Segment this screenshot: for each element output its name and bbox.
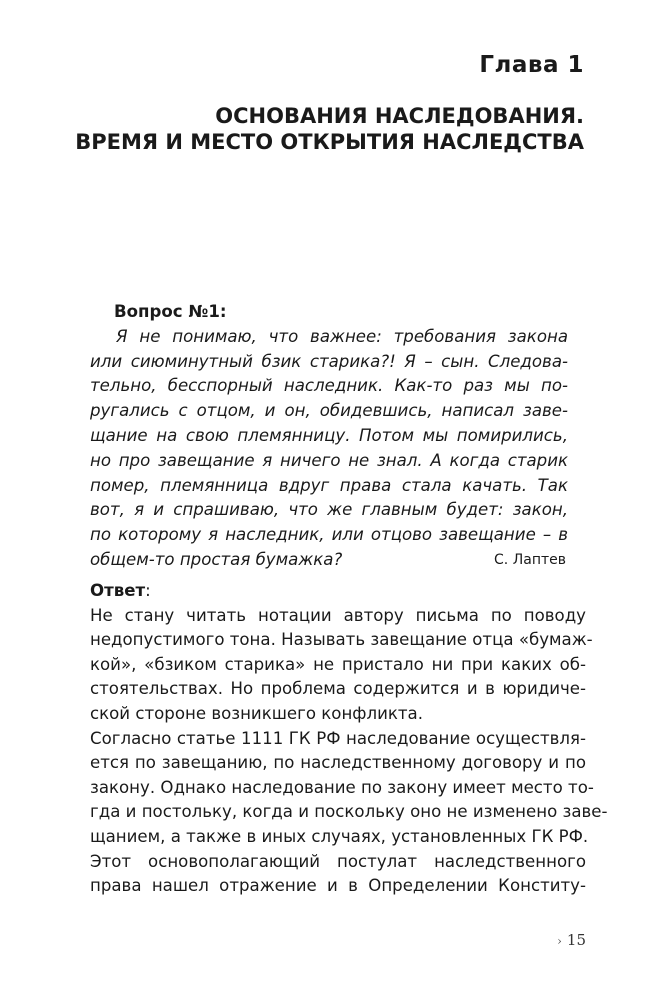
answer-line: закону. Однако наследование по закону имеет место то-	[90, 777, 594, 797]
page-number	[557, 931, 586, 949]
answer-line: Этот основополагающий постулат наследственного	[90, 851, 586, 871]
answer-paragraph	[90, 604, 593, 727]
answer-line: кой», «бзиком старика» не пристало ни при каких об-	[90, 654, 586, 674]
question-line: Я не понимаю, что важнее: требования закона	[116, 326, 568, 346]
question-line: общем-то простая бумажка?	[90, 549, 343, 569]
answer-line: права нашел отражение и в Определении Конститу-	[90, 876, 586, 896]
question-line: но про завещание я ничего не знал. А когда старик	[90, 450, 568, 470]
answer-paragraph	[90, 850, 586, 899]
question-line: тельно, бесспорный наследник. Как-то раз мы по-	[90, 376, 568, 396]
answer-line: ется по завещанию, по наследственному договору и по	[90, 753, 586, 773]
answer-heading-row	[90, 579, 586, 604]
answer-line: недопустимого тона. Называть завещание отца «бумаж-	[90, 630, 593, 650]
answer-line: гда и постольку, когда и поскольку оно не изменено заве-	[90, 802, 608, 822]
question-line: ругались с отцом, и он, обидевшись, написал заве-	[90, 401, 568, 421]
question-last-line	[90, 548, 568, 573]
chapter-title-line: ВРЕМЯ И МЕСТО ОТКРЫТИЯ НАСЛЕДСТВА	[75, 130, 584, 154]
question-text	[90, 325, 568, 573]
answer-line: щанием, а также в иных случаях, установленных ГК РФ.	[90, 826, 589, 846]
chapter-title	[64, 103, 584, 155]
question-line: или сиюминутный бзик старика?! Я – сын. Следова-	[90, 351, 568, 371]
question-line: вот, я и спрашиваю, что же главным будет: закон,	[90, 500, 568, 520]
answer-paragraph	[90, 727, 608, 850]
answer-line: Согласно статье 1111 ГК РФ наследование осуществля-	[90, 728, 586, 748]
answer-line: стоятельствах. Но проблема содержится и в юридиче-	[90, 679, 586, 699]
page-number-value: 15	[566, 931, 586, 949]
page-arrow-icon: ›	[557, 934, 562, 948]
question-heading: Вопрос №1:	[114, 302, 227, 321]
answer-line: ской стороне возникшего конфликта.	[90, 703, 424, 723]
answer-heading: Ответ	[90, 581, 146, 600]
chapter-title-line: ОСНОВАНИЯ НАСЛЕДОВАНИЯ.	[215, 104, 584, 128]
question-line: по которому я наследник, или отцово завещание – в	[90, 525, 568, 545]
question-author: С. Лаптев	[494, 551, 566, 568]
answer-block	[90, 579, 608, 899]
question-block	[90, 300, 568, 573]
question-line: помер, племянница вдруг права стала качать. Так	[90, 475, 568, 495]
answer-line: Не стану читать нотации автору письма по поводу	[90, 605, 586, 625]
question-line: щание на свою племянницу. Потом мы помирились,	[90, 425, 568, 445]
answer-heading-colon: :	[145, 581, 151, 600]
chapter-label: Глава 1	[479, 52, 584, 78]
